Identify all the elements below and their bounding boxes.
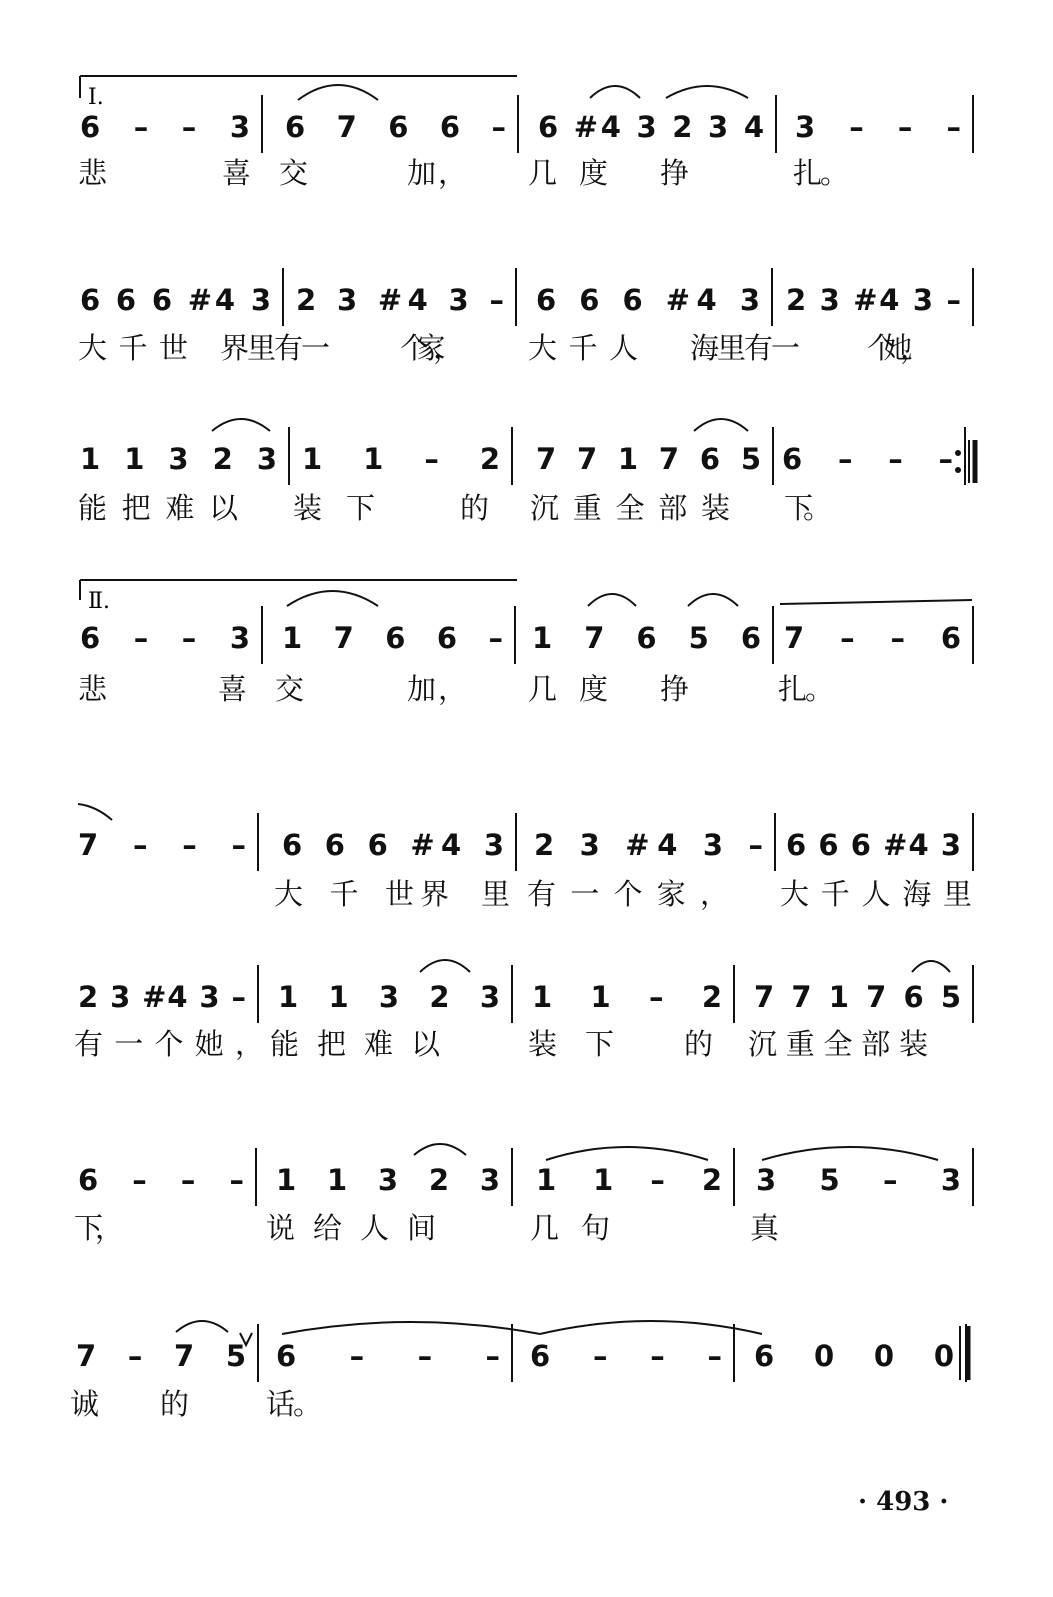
lyric-text: 能把难以 bbox=[78, 491, 238, 525]
lyric-text: 加， bbox=[407, 672, 467, 706]
lyric-text: 有一个家， bbox=[527, 877, 729, 911]
page-number: · 493 · bbox=[858, 1487, 949, 1517]
lyric-text: 加， bbox=[407, 156, 467, 190]
measure-notes: 1 7 6 6 – bbox=[282, 621, 503, 655]
volta-2-label: Ⅱ. bbox=[88, 589, 110, 614]
score-texts bbox=[70, 85, 972, 1421]
lyric-text: 挣 bbox=[660, 156, 690, 190]
slur-arc bbox=[282, 1322, 540, 1334]
lyric-text: 装下 bbox=[293, 491, 375, 525]
lyric-text: 诚 bbox=[70, 1387, 100, 1421]
measure-notes: 2 3 #4 3 – bbox=[534, 828, 763, 862]
slur-arc bbox=[212, 419, 270, 431]
measure-notes: 6 #4 3 2 3 4 bbox=[538, 110, 764, 144]
slur-arc bbox=[176, 1321, 228, 1332]
lyric-text: 真 bbox=[750, 1211, 780, 1245]
measure-notes: 1 7 6 5 6 bbox=[532, 621, 761, 655]
slur-arc bbox=[688, 594, 738, 606]
slur-arc bbox=[588, 594, 636, 606]
slur-arc bbox=[414, 1144, 466, 1155]
lyric-text: 大千人海里 bbox=[780, 877, 972, 911]
measure-notes: 1 1 3 2 3 bbox=[278, 980, 500, 1014]
tie-continuation bbox=[78, 804, 112, 820]
slur-arc bbox=[420, 960, 470, 972]
measure-notes: 6 6 6 #4 3 bbox=[282, 828, 504, 862]
repeat-dot bbox=[955, 450, 961, 456]
measure-notes: 1 1 – 2 bbox=[302, 442, 500, 476]
volta-1-label: Ⅰ. bbox=[88, 85, 104, 110]
measure-notes: 6 – – – bbox=[782, 442, 953, 476]
lyric-text: 能把难以 bbox=[270, 1027, 440, 1061]
lyric-text: 大千世 bbox=[274, 877, 414, 911]
measure-notes: 6 – – – bbox=[276, 1339, 500, 1373]
measure-notes: 6 6 6 #4 3 bbox=[80, 283, 271, 317]
lyric-text: 喜交 bbox=[218, 672, 304, 706]
measure-notes: 2 3 #4 3 – bbox=[78, 980, 246, 1014]
measure-notes: 6 0 0 0 bbox=[754, 1339, 954, 1373]
measure-notes: 1 1 – 2 bbox=[532, 980, 722, 1014]
measure-notes: 7 – 7 5 bbox=[76, 1339, 246, 1373]
measure-notes: 6 – – 3 bbox=[80, 621, 250, 655]
measure-notes: 1 1 3 2 3 bbox=[80, 442, 277, 476]
lyric-text: 挣 bbox=[660, 672, 690, 706]
lyric-text: 悲 bbox=[78, 156, 108, 190]
lyric-text: 几度 bbox=[528, 156, 608, 190]
slur-arc bbox=[762, 1147, 938, 1160]
measure-notes: 6 6 6 #4 3 bbox=[536, 283, 760, 317]
slur-arc bbox=[590, 86, 640, 98]
measure-notes: 6 – – – bbox=[78, 1163, 244, 1197]
lyric-text: 的 bbox=[460, 491, 490, 525]
measure-notes: 7 – – – bbox=[78, 828, 246, 862]
measure-notes: 7 – – 6 bbox=[784, 621, 961, 655]
measure-notes: 7 7 1 7 6 5 bbox=[754, 980, 961, 1014]
measure-notes: 6 7 6 6 – bbox=[285, 110, 506, 144]
measure-notes: 3 5 – 3 bbox=[756, 1163, 961, 1197]
slur-arc bbox=[546, 1147, 708, 1160]
lyric-text: 扎。 bbox=[778, 672, 834, 706]
slur-arc bbox=[540, 1321, 762, 1334]
slur-arc bbox=[287, 591, 378, 606]
lyric-text: 的 bbox=[160, 1387, 190, 1421]
slur-arc bbox=[666, 86, 748, 98]
lyric-text: 沉重全部装 bbox=[748, 1027, 928, 1061]
measure-notes: 6 – – – bbox=[530, 1339, 722, 1373]
lyric-text: 下， bbox=[74, 1211, 124, 1245]
measure-notes: 1 1 3 2 3 bbox=[276, 1163, 500, 1197]
lyric-text: 大千人 bbox=[528, 331, 638, 365]
lyric-text: 几度 bbox=[528, 672, 608, 706]
measure-notes: 2 3 #4 3 – bbox=[296, 283, 504, 317]
lyric-text: 有一个她， bbox=[74, 1027, 264, 1061]
lyric-text: 话。 bbox=[266, 1387, 322, 1421]
measure-notes: 6 – – 3 bbox=[80, 110, 250, 144]
lyric-text: 界里有一 bbox=[220, 331, 330, 365]
tie-line bbox=[780, 600, 972, 604]
slur-arc bbox=[694, 419, 748, 431]
measure-notes: 1 1 – 2 bbox=[536, 1163, 722, 1197]
measure-notes: 6 6 6 #4 3 bbox=[786, 828, 961, 862]
measure-notes: 2 3 #4 3 – bbox=[786, 283, 961, 317]
lyric-text: 海里有一 bbox=[690, 331, 800, 365]
measure-notes: 7 7 1 7 6 5 bbox=[536, 442, 761, 476]
lyric-text: 几句 bbox=[530, 1211, 610, 1245]
lyric-text: 的 bbox=[684, 1027, 714, 1061]
lyric-text: 个她， bbox=[867, 331, 929, 365]
slur-arc bbox=[298, 85, 378, 100]
lyric-text: 说给人间 bbox=[266, 1211, 436, 1245]
slur-arc bbox=[912, 961, 950, 972]
lyric-text: 个家， bbox=[400, 331, 462, 365]
lyric-text: 大千世 bbox=[78, 331, 188, 365]
lyric-text: 下。 bbox=[784, 491, 832, 525]
lyric-text: 装下 bbox=[528, 1027, 614, 1061]
measure-notes: 3 – – – bbox=[795, 110, 961, 144]
lyric-text: 喜交 bbox=[222, 156, 308, 190]
repeat-dot bbox=[955, 467, 961, 473]
lyric-text: 沉重全部装 bbox=[530, 491, 730, 525]
lyric-text: 扎。 bbox=[793, 156, 849, 190]
lyric-text: 悲 bbox=[78, 672, 108, 706]
lyric-text: 界里 bbox=[420, 877, 510, 911]
